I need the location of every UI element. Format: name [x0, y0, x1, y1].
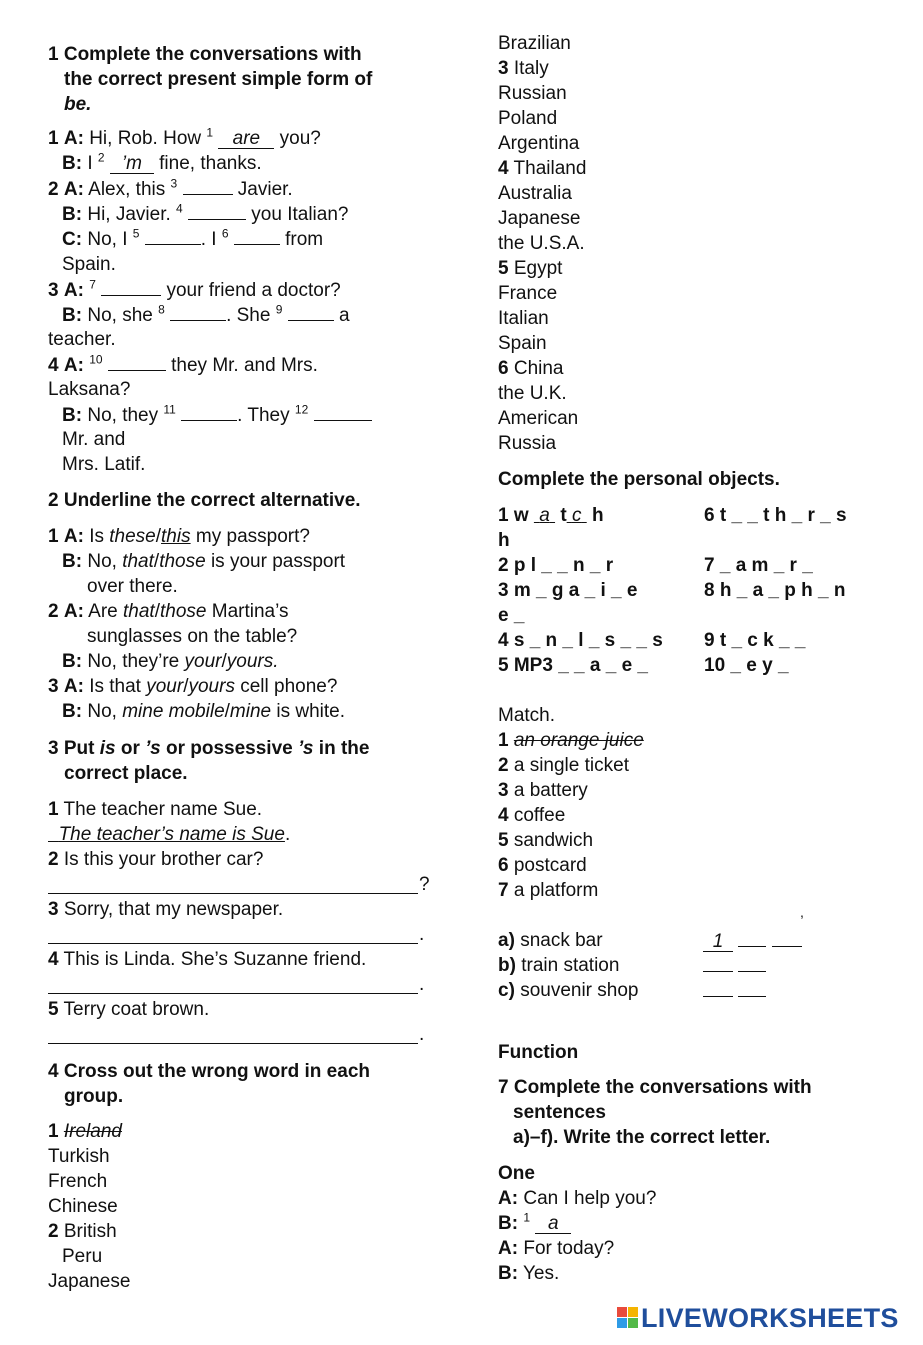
ex1-q3a: 3 A: $^7$ your friend a doctor? [48, 277, 341, 301]
ex5-object-8[interactable]: 8 h _ a _ p h _ n [704, 580, 846, 601]
ex4-g5-w4[interactable]: Spain [498, 333, 547, 354]
ex4-g1-w3[interactable]: French [48, 1171, 108, 1192]
ex2-r1a: 1 A: Is these/this my passport? [48, 526, 310, 547]
logo-mark-icon [617, 1307, 639, 1329]
ex2-option-these[interactable]: these [109, 526, 156, 547]
ex2-option-that-2[interactable]: that [123, 601, 155, 622]
ex4-g3-w4[interactable]: Argentina [498, 133, 580, 154]
ex2-option-mine-mobile[interactable]: mine mobile [122, 701, 225, 722]
ex5-object-1[interactable]: 1 w a t c h [498, 505, 604, 526]
ex4-g1-w2[interactable]: Turkish [48, 1146, 110, 1167]
ex5-object-9[interactable]: 9 t _ c k _ _ [704, 630, 806, 651]
ex7-line-3: A: For today? [498, 1238, 615, 1259]
ex4-g2-w3[interactable]: Japanese [48, 1271, 131, 1292]
ex4-g2-w4[interactable]: Brazilian [498, 33, 571, 54]
ex2-r2a-cont: sunglasses on the table? [87, 626, 298, 647]
ex1-q4b: B: No, they $^{11}$ . They $^{12}$ [62, 402, 372, 428]
ex2-option-those-2[interactable]: those [160, 601, 207, 622]
ex7-answer-1[interactable]: a [535, 1215, 571, 1234]
ex1-blank-12[interactable] [314, 402, 372, 421]
ex1-q4b-cont2: Mrs. Latif. [62, 454, 146, 475]
ex6-item-1: 1 an orange juice [498, 730, 644, 751]
ex2-r3a: 3 A: Is that your/yours cell phone? [48, 676, 338, 697]
ex2-option-mine[interactable]: mine [229, 701, 272, 722]
ex1-q2c: C: No, I $^5$ . I $^6$ from [62, 226, 324, 250]
ex4-g2-w2[interactable]: Peru [62, 1246, 103, 1267]
ex3-q5-end: . [419, 1024, 425, 1045]
ex5-object-6-cont: h [498, 530, 510, 551]
liveworksheets-logo [617, 1303, 899, 1334]
ex7-title-line2: sentences [513, 1102, 606, 1123]
ex6-place-a: a) snack bar [498, 930, 603, 951]
ex2-option-that[interactable]: that [122, 551, 154, 572]
ex3-q5: 5 Terry coat brown. [48, 999, 210, 1020]
ex7-conversation-one: One [498, 1163, 535, 1184]
ex4-g6-w4[interactable]: Russia [498, 433, 557, 454]
ex4-g2-w1[interactable]: 2 British [48, 1221, 117, 1242]
ex2-r2a: 2 A: Are that/those Martina’s [48, 601, 289, 622]
ex7-line-1: A: Can I help you? [498, 1188, 657, 1209]
ex3-answer-line-5[interactable] [48, 1043, 418, 1044]
ex3-q1-answer-row: The teacher’s name is Sue. [48, 822, 290, 847]
ex3-answer-line-3[interactable] [48, 943, 418, 944]
ex6-item-4: 4 coffee [498, 805, 566, 826]
ex1-blank-11[interactable] [181, 402, 237, 421]
ex3-title-line2: correct place. [64, 763, 188, 784]
ex6-place-b: b) train station [498, 955, 620, 976]
ex1-blank-8[interactable] [170, 302, 226, 321]
ex3-q3-end: . [419, 924, 425, 945]
ex4-g1-w1[interactable]: 1 Ireland [48, 1121, 122, 1142]
ex2-option-yours-2[interactable]: yours [188, 676, 235, 697]
ex1-q4a: 4 A: $^{10}$ they Mr. and Mrs. [48, 352, 318, 376]
ex1-blank-10[interactable] [108, 352, 166, 371]
ex1-blank-9[interactable] [288, 302, 334, 321]
ex3-heading: 3 Put is or ’s or possessive ’s in the [48, 738, 370, 759]
ex1-q1a: 1 A: Hi, Rob. How $^1$ are you? [48, 125, 321, 149]
ex6-item-7: 7 a platform [498, 880, 599, 901]
ex1-q4b-cont1: Mr. and [62, 429, 126, 450]
ex1-heading [48, 42, 362, 67]
ex1-q2c-cont: Spain. [62, 254, 116, 275]
ex1-blank-7[interactable] [101, 277, 161, 296]
ex3-answer-line-2[interactable] [48, 893, 418, 894]
ex2-heading: 2 Underline the correct alternative. [48, 490, 361, 511]
ex6-item-6: 6 postcard [498, 855, 587, 876]
ex6-item-3: 3 a battery [498, 780, 588, 801]
ex6-place-b-answers[interactable] [703, 953, 766, 979]
ex4-g6-w3[interactable]: American [498, 408, 579, 429]
ex2-r3b: B: No, mine mobile/mine is white. [62, 701, 346, 722]
ex5-heading: Complete the personal objects. [498, 469, 780, 490]
ex1-q1b: B: I $^2$ ’m fine, thanks. [62, 150, 262, 174]
ex3-answer-1[interactable]: The teacher’s name is Sue [58, 824, 285, 845]
ex6-item-2: 2 a single ticket [498, 755, 629, 776]
ex2-option-your[interactable]: your [184, 651, 222, 672]
ex1-blank-3[interactable] [183, 176, 233, 195]
ex3-q2: 2 Is this your brother car? [48, 849, 264, 870]
ex5-object-6[interactable]: 6 t _ _ t h _ r _ s [704, 505, 847, 526]
ex1-q2a: 2 A: Alex, this $^3$ Javier. [48, 176, 293, 200]
ex6-place-c: c) souvenir shop [498, 980, 639, 1001]
ex4-heading: 4 Cross out the wrong word in each [48, 1061, 370, 1082]
ex4-g4-w3[interactable]: Japanese [498, 208, 581, 229]
ex6-place-a-answers[interactable]: 1 [703, 928, 802, 954]
ex7-heading: 7 Complete the conversations with [498, 1077, 812, 1098]
ex1-title-line2: the correct present simple form of [64, 69, 373, 90]
ex5-object-4[interactable]: 4 s _ n _ l _ s _ _ s [498, 630, 663, 651]
ex4-g4-w1[interactable]: 4 Thailand [498, 158, 587, 179]
ex4-g5-w2[interactable]: France [498, 283, 558, 304]
ex1-title-line3: be. [64, 94, 92, 115]
ex1-q2b: B: Hi, Javier. $^4$ you Italian? [62, 201, 349, 225]
ex4-g1-w4[interactable]: Chinese [48, 1196, 118, 1217]
ex1-answer-2[interactable]: ’m [110, 155, 154, 174]
ex4-g6-w1[interactable]: 6 China [498, 358, 564, 379]
ex2-option-yours[interactable]: yours. [226, 651, 279, 672]
ex5-object-10[interactable]: 10 _ e y _ [704, 655, 789, 676]
ex4-g3-w3[interactable]: Poland [498, 108, 558, 129]
ex3-q1: 1 The teacher name Sue. [48, 799, 263, 820]
ex5-object-2[interactable]: 2 p l _ _ n _ r [498, 555, 614, 576]
ex1-blank-5[interactable] [145, 226, 201, 245]
ex4-g5-w1[interactable]: 5 Egypt [498, 258, 563, 279]
ex3-q4: 4 This is Linda. She’s Suzanne friend. [48, 949, 367, 970]
ex3-answer-line-4[interactable] [48, 993, 418, 994]
ex1-q3b: B: No, she $^8$ . She $^9$ a [62, 302, 350, 326]
ex1-number: 1 [48, 44, 59, 65]
ex4-g5-w3[interactable]: Italian [498, 308, 549, 329]
ex6-heading: Match. [498, 705, 556, 726]
ex1-q4a-cont: Laksana? [48, 379, 131, 400]
ex7-line-4: B: Yes. [498, 1263, 560, 1284]
ex1-blank-6[interactable] [234, 226, 280, 245]
ex2-option-this[interactable]: this [161, 526, 191, 547]
ex3-q4-end: . [419, 974, 425, 995]
ex1-answer-1[interactable]: are [218, 130, 274, 149]
ex4-g6-w2[interactable]: the U.K. [498, 383, 567, 404]
ex4-g3-w2[interactable]: Russian [498, 83, 567, 104]
ex1-title-line1: Complete the conversations with [63, 44, 362, 65]
ex5-object-3-cont: e _ [498, 605, 525, 626]
ex1-blank-4[interactable] [188, 201, 246, 220]
ex4-g3-w1[interactable]: 3 Italy [498, 58, 549, 79]
ex7-line-2: B: $^1$ a [498, 1211, 571, 1236]
ex2-r2b: B: No, they’re your/yours. [62, 651, 279, 672]
ex5-object-5[interactable]: 5 MP3 _ _ a _ e _ [498, 655, 648, 676]
logo-text: LIVEWORKSHEETS [641, 1303, 899, 1333]
ex7-title-line3: a)–f). Write the correct letter. [513, 1127, 771, 1148]
ex3-q3: 3 Sorry, that my newspaper. [48, 899, 284, 920]
ex5-object-3[interactable]: 3 m _ g a _ i _ e [498, 580, 638, 601]
ex4-g4-w4[interactable]: the U.S.A. [498, 233, 585, 254]
ex2-r1b: B: No, that/those is your passport [62, 551, 346, 572]
ex6-place-c-answers[interactable] [703, 978, 766, 1004]
ex4-title-line2: group. [64, 1086, 124, 1107]
ex6-stray-comma: , [800, 904, 804, 920]
ex2-r1b-cont: over there. [87, 576, 178, 597]
ex3-q2-end: ? [419, 874, 430, 895]
ex1-q3b-cont: teacher. [48, 329, 116, 350]
ex2-option-your-2[interactable]: your [146, 676, 184, 697]
ex2-option-those[interactable]: those [159, 551, 206, 572]
ex6-item-5: 5 sandwich [498, 830, 594, 851]
ex4-g4-w2[interactable]: Australia [498, 183, 572, 204]
function-heading: Function [498, 1042, 579, 1063]
ex5-object-7[interactable]: 7 _ a m _ r _ [704, 555, 813, 576]
